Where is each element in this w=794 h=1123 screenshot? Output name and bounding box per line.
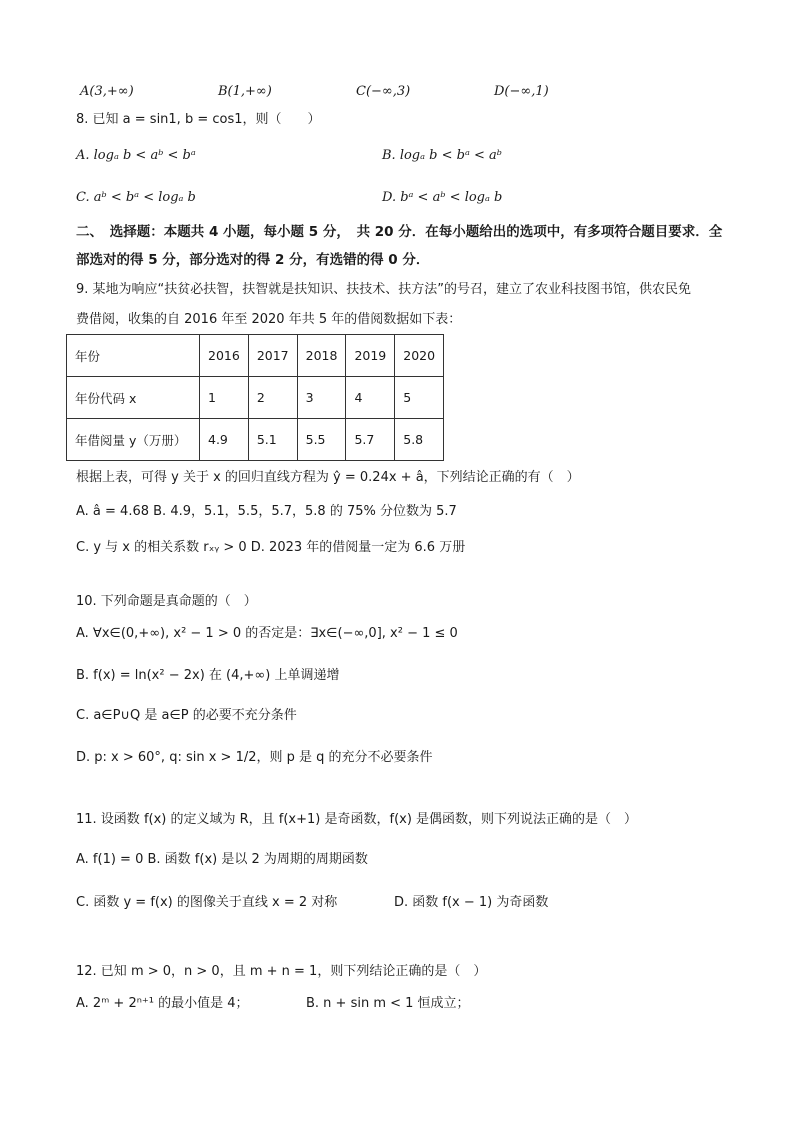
table-cell: 5: [395, 377, 444, 419]
q10-option-b: B. f(x) = ln(x² − 2x) 在 (4,+∞) 上单调递增: [76, 668, 340, 683]
q10-option-a: A. ∀x∈(0,+∞), x² − 1 > 0 的否定是：∃x∈(−∞,0], x² − 1 ≤ 0: [76, 626, 458, 641]
q12-stem: 12. 已知 m > 0，n > 0，且 m + n = 1，则下列结论正确的是（ ）: [76, 964, 487, 979]
q8-stem: 8. 已知 a = sin1, b = cos1，则（ ）: [76, 112, 321, 127]
table-cell: 5.1: [248, 419, 297, 461]
q7-option-a: A(3,+∞): [80, 84, 134, 99]
q8-option-b: B. logₐ b < bᵃ < aᵇ: [382, 148, 502, 163]
q11-option-d: D. 函数 f(x − 1) 为奇函数: [394, 895, 549, 910]
table-cell: 2018: [297, 335, 346, 377]
q10-stem: 10. 下列命题是真命题的（ ）: [76, 594, 257, 609]
table-cell: 5.7: [346, 419, 395, 461]
q12-option-a: A. 2ᵐ + 2ⁿ⁺¹ 的最小值是 4；: [76, 996, 249, 1011]
q9-data-table: [66, 334, 444, 461]
q10-option-c: C. a∈P∪Q 是 a∈P 的必要不充分条件: [76, 708, 297, 723]
q7-option-d: D(−∞,1): [494, 84, 549, 99]
table-cell: 5.5: [297, 419, 346, 461]
table-row-header: 年份代码 x: [67, 377, 200, 419]
q8-option-a: A. logₐ b < aᵇ < bᵃ: [76, 148, 196, 163]
table-row: [67, 335, 444, 377]
table-cell: 2016: [200, 335, 249, 377]
table-cell: 4: [346, 377, 395, 419]
table-cell: 3: [297, 377, 346, 419]
q10-option-d: D. p: x > 60°, q: sin x > 1/2，则 p 是 q 的充分不必要条件: [76, 750, 433, 765]
table-row: [67, 419, 444, 461]
table-cell: 4.9: [200, 419, 249, 461]
table-cell: 2017: [248, 335, 297, 377]
table-cell: 1: [200, 377, 249, 419]
q8-option-c: C. aᵇ < bᵃ < logₐ b: [76, 190, 196, 205]
q11-options-ab: A. f(1) = 0 B. 函数 f(x) 是以 2 为周期的周期函数: [76, 852, 368, 867]
section-2-heading: 二、 选择题：本题共 4 小题，每小题 5 分， 共 20 分．在每小题给出的选项中，有多项符合题目要求．全部选对的得 5 分，部分选对的得 2 分，有选错的得 0 分．: [76, 224, 723, 268]
q9-stem-line2: 费借阅，收集的自 2016 年至 2020 年共 5 年的借阅数据如下表：: [76, 312, 462, 327]
q8-option-d: D. bᵃ < aᵇ < logₐ b: [382, 190, 503, 205]
q9-options-cd: C. y 与 x 的相关系数 rₓᵧ > 0 D. 2023 年的借阅量一定为 6.6 万册: [76, 540, 466, 555]
table-cell: 2: [248, 377, 297, 419]
q9-options-ab: A. â = 4.68 B. 4.9，5.1，5.5，5.7，5.8 的 75% 分位数为 5.7: [76, 504, 457, 519]
q9-after-table: 根据上表，可得 y 关于 x 的回归直线方程为 ŷ = 0.24x + â，下列结论正确的有（ ）: [76, 470, 580, 485]
table-row-header: 年借阅量 y（万册）: [67, 419, 200, 461]
table-cell: 5.8: [395, 419, 444, 461]
q9-stem-line1: 9. 某地为响应“扶贫必扶智，扶智就是扶知识、扶技术、扶方法”的号召，建立了农业科技图书馆，供农民免: [76, 282, 692, 297]
table-cell: 2019: [346, 335, 395, 377]
q11-option-c: C. 函数 y = f(x) 的图像关于直线 x = 2 对称: [76, 895, 338, 910]
table-row-header: 年份: [67, 335, 200, 377]
q12-option-b: B. n + sin m < 1 恒成立；: [306, 996, 470, 1011]
q7-option-b: B(1,+∞): [218, 84, 272, 99]
table-row: [67, 377, 444, 419]
q7-option-c: C(−∞,3): [356, 84, 411, 99]
table-cell: 2020: [395, 335, 444, 377]
q11-stem: 11. 设函数 f(x) 的定义域为 R，且 f(x+1) 是奇函数，f(x) 是偶函数，则下列说法正确的是（ ）: [76, 812, 638, 827]
